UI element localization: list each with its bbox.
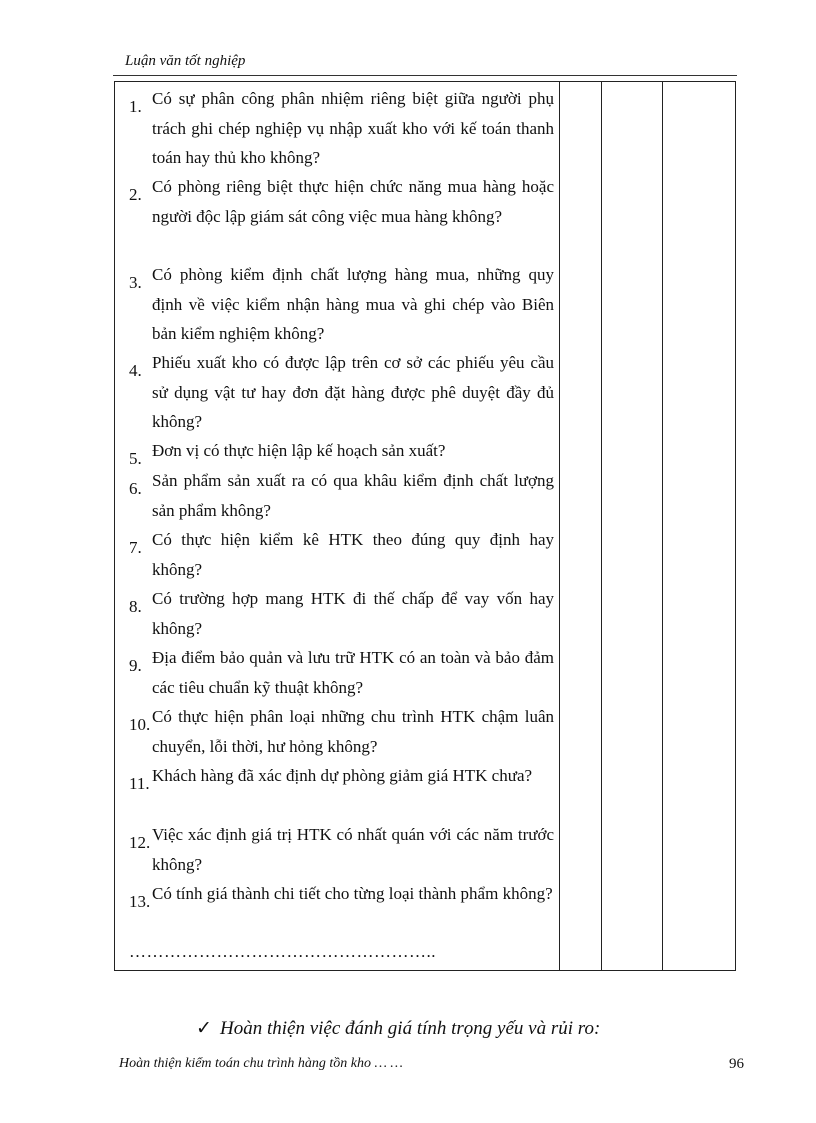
question-number: 9.	[129, 656, 142, 675]
question-text: Khách hàng đã xác định dự phòng giảm giá HTK chưa?	[152, 766, 533, 785]
column-divider	[662, 82, 663, 970]
column-divider	[559, 82, 560, 970]
question-text: Có thực hiện kiểm kê HTK theo đúng quy định hay không?	[152, 530, 554, 579]
question-number: 5.	[129, 449, 142, 468]
question-text: Phiếu xuất kho có được lập trên cơ sở các phiếu yêu cầu sử dụng vật tư hay đơn đặt hàng được phê duyệt đầy đủ không?	[152, 353, 554, 431]
checkmark-icon: ✓	[196, 1018, 212, 1039]
question-number: 8.	[129, 597, 142, 616]
column-divider	[601, 82, 602, 970]
question-number: 13.	[129, 892, 151, 911]
question-number: 6.	[129, 479, 142, 498]
question-text: Sản phẩm sản xuất ra có qua khâu kiểm định chất lượng sản phẩm không?	[152, 471, 554, 520]
subheading-text: Hoàn thiện việc đánh giá tính trọng yếu và rủi ro:	[220, 1018, 601, 1039]
question-text: Đơn vị có thực hiện lập kế hoạch sản xuất?	[152, 441, 446, 460]
question-number: 11.	[129, 774, 150, 793]
question-number: 4.	[129, 361, 142, 380]
question-text: Việc xác định giá trị HTK có nhất quán với các năm trước không?	[152, 825, 554, 874]
question-text: Có phòng riêng biệt thực hiện chức năng mua hàng hoặc người độc lập giám sát công việc mua hàng không?	[152, 177, 554, 226]
page-header: Luận văn tốt nghiệp	[125, 53, 246, 69]
question-text: Có sự phân công phân nhiệm riêng biệt giữa người phụ trách ghi chép nghiệp vụ nhập xuất kho với kế toán thanh toán hay thủ kho không?	[152, 89, 554, 167]
question-number: 12.	[129, 833, 151, 852]
question-number: 3.	[129, 273, 142, 292]
question-number: 1.	[129, 97, 142, 116]
question-number: 2.	[129, 185, 142, 204]
section-subheading	[196, 1017, 600, 1040]
question-text: Có tính giá thành chi tiết cho từng loại thành phẩm không?	[152, 884, 553, 903]
page-footer: Hoàn thiện kiểm toán chu trình hàng tồn kho … …	[119, 1056, 403, 1071]
question-number: 7.	[129, 538, 142, 557]
header-rule	[113, 75, 737, 76]
page-number: 96	[729, 1056, 744, 1072]
continuation-dots: ……………………………………………..	[129, 942, 436, 961]
question-text: Có phòng kiểm định chất lượng hàng mua, những quy định về việc kiểm nhận hàng mua và ghi chép vào Biên bản kiểm nghiệm không?	[152, 265, 554, 343]
question-number: 10.	[129, 715, 151, 734]
questionnaire-table	[114, 81, 736, 971]
question-text: Có trường hợp mang HTK đi thế chấp để vay vốn hay không?	[152, 589, 554, 638]
question-text: Có thực hiện phân loại những chu trình HTK chậm luân chuyển, lỗi thời, hư hỏng không?	[152, 707, 554, 756]
question-text: Địa điểm bảo quản và lưu trữ HTK có an toàn và bảo đảm các tiêu chuẩn kỹ thuật không?	[152, 648, 554, 697]
